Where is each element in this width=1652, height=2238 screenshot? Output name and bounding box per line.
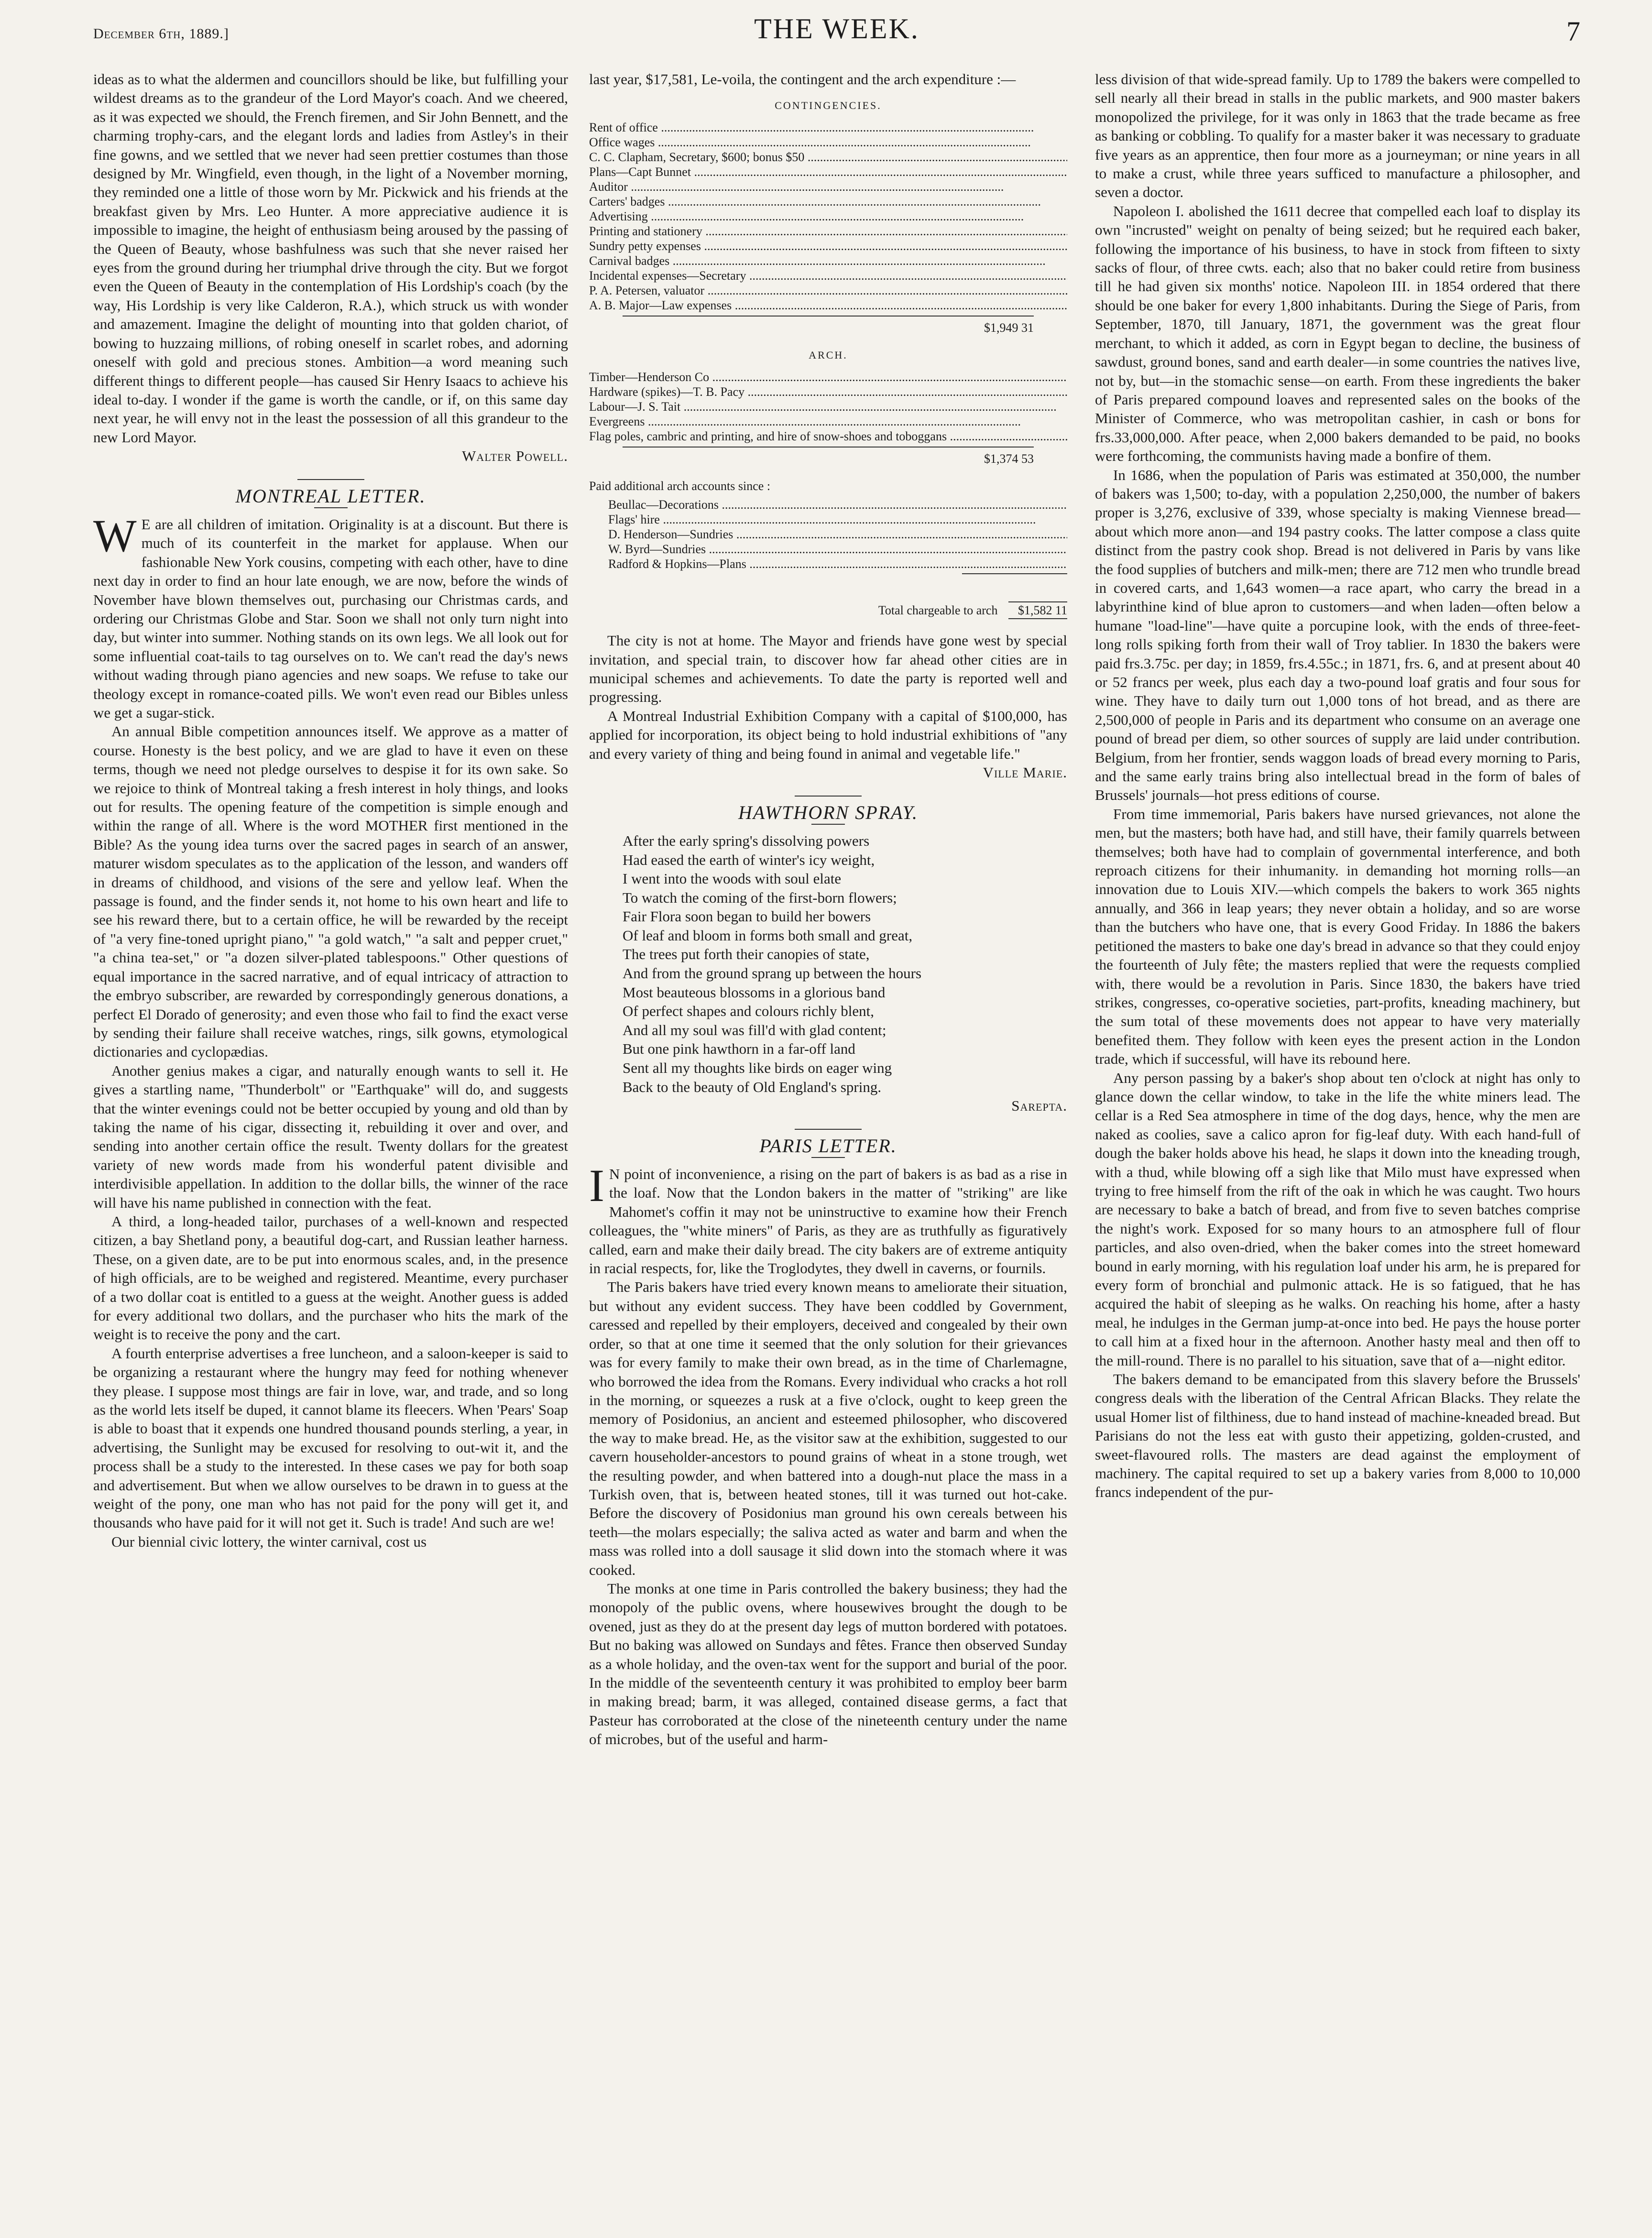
issue-date: December 6th, 1889.]	[93, 26, 229, 42]
account-label: Incidental expenses—Secretary .....	[589, 268, 1067, 283]
account-row	[589, 268, 1067, 283]
account-label: Auditor .....	[589, 179, 1067, 194]
article-paragraph: A fourth enterprise advertises a free luncheon, and a saloon-keeper is said to be organizing a restaurant where the hungry may feed for nothing whenever they please. I suppose most things are fair in love, war, and trade, and so long as the world lets itself be duped, it cannot blame its fleecers. When 'Pears' Soap is able to boast that it expends one hundred thousand pounds sterling, a year, in advertising, the Sunlight may be excused for resolving to out-wit it, and the process shall be a study to the interested. In these cases we pay for both soap and advertisement. But when we allow ourselves to be drawn in to guess at the weight of the pony, one man who has not paid for the pony will get it, and thousands who have paid for it will not get it. Such is trade! And such are we!	[93, 1344, 568, 1531]
account-label: W. Byrd—Sundries .....	[608, 542, 1067, 557]
account-row	[589, 370, 1067, 384]
account-label: Carnival badges .....	[589, 253, 1067, 268]
account-row	[589, 399, 1067, 414]
account-label: Sundry petty expenses .....	[589, 239, 1067, 253]
article-paragraph: A third, a long-headed tailor, purchases of a well-known and respected citizen, a bay Shetland pony, a beautiful dog-cart, and Russian leather harness. These, on a given date, are to be put into enormous scales, and, in the presence of high officials, are to be weighed and registered. Meantime, every purchaser of a two dollar coat is entitled to a guess at the weight. Another guess is added for every additional two dollars, and the purchaser who hits the mark of the weight is to receive the pony and the cart.	[93, 1212, 568, 1343]
account-label: Advertising .....	[589, 209, 1067, 224]
page-header	[93, 12, 1580, 47]
paid-accounts-intro: Paid additional arch accounts since :	[589, 479, 771, 493]
section-title-hawthorn: HAWTHORN SPRAY.	[738, 801, 918, 823]
article-paragraph: Napoleon I. abolished the 1611 decree that compelled each loaf to display its own "incrusted" weight on penalty of being seized; but he required each baker, following the importance of his business, to have in stock from fifteen to sixty sacks of flour, of three cwts. each; also that no baker could retire from business till he had given six months' notice. Napoleon III. in 1854 ordered that there should be one baker for every 1,800 inhabitants. During the Siege of Paris, from September, 1870, till January, 1871, the government was the great flour merchant, to which it added, as corn in Egypt began to decline, the business of sawdust, ground bones, sand and earth dealer—in some countries the natives live, not by, but—in the stomachic sense—on earth. From these ingredients the baker of Paris prepared compound loaves and represented sales on the books of the Minister of Commerce, who was metropolitan cashier, in cash or bons for frs.33,000,000. After peace, when 2,000 bakers demanded to be paid, no books were forthcoming, the communists having made a bonfire of them.	[1095, 202, 1580, 465]
account-label: Hardware (spikes)—T. B. Pacy .....	[589, 384, 1067, 399]
article-paragraph: The bakers demand to be emancipated from this slavery before the Brussels' congress deals with the liberation of the Central African Blacks. They relate the usual Homer list of filthiness, due to hand instead of machine-kneaded bread. But Parisians do not the less eat with gusto their appetizing, golden-crusted, and sweet-flavoured rolls. The masters are dead against the employment of machinery. The capital required to set up a bakery varies from 8,000 to 10,000 francs independent of the pur-	[1095, 1371, 1580, 1501]
poem-line: And all my soul was fill'd with glad content;	[623, 1021, 886, 1038]
account-label: Labour—J. S. Tait .....	[589, 399, 1067, 414]
section-title-paris: PARIS LETTER.	[759, 1135, 897, 1157]
article-paragraph: An annual Bible competition announces itself. We approve as a matter of course. Honesty is the best policy, and we are glad to have it even on these terms, though we need not pledge ourselves to despise it for its own sake. So we rejoice to think of Montreal taking a fresh interest in holy things, and looks out for results. The opening feature of the competition is simple enough and within the range of all. Where is the word MOTHER first mentioned in the Bible? As the young idea turns over the sacred pages in search of an answer, maturer wisdom speculates as to the application of the lesson, and wanders off in dreams of childhood, and visions of the sere and yellow leaf. When the passage is found, and the finder sends it, not home to his own heart and life to see his reward there, but to a certain office, he will be rewarded by the receipt of "a very fine-toned upright piano," "a gold watch," "a salt and pepper cruet," "a china tea-set," or "a dozen silver-plated tablespoons." Other questions of equal importance in the sacred narrative, and of equal intricacy of attraction to the embryo subscriber, are rewarded by correspondingly generous donations, a perfect El Dorado of generosity; and even those who fail to find the exact verse by sending their failure shall receive watches, rings, silk gowns, etymological dictionaries and cyclopædias.	[93, 723, 568, 1060]
account-row	[589, 179, 1067, 194]
article-paragraph: In 1686, when the population of Paris was estimated at 350,000, the number of bakers was 1,500; to-day, with a population 2,250,000, the number of bakers proper is 3,276, exclusive of 339, whose specialty is making Viennese bread—about which more anon—and 194 pastry cooks. The latter compose a class quite distinct from the pastry cook shop. Bread is not delivered in Paris by vans like the food supplies of butchers and milk-men; there are 712 men who trundle bread in covered carts, and 1,643 women—a race apart, who carry the bread in a labyrinthine kind of blue apron to customers—and when laden—often below a humane "load-line"—have quite a porcupine look, with the ends of three-feet-long rolls spiking forth from their wall of Troy tablier. In 1830 the bakers were paid frs.3.75c. per day; in 1859, frs.4.55c.; in 1871, frs. 6, and at present about 40 or 52 francs per week, plus each day a two-pound loaf gratis and four sous for wine. They have to daily turn out 1,000 tons of hot bread, and as there are 2,500,000 of people in Paris and its department who consume on an average one pound of bread per diem, so other sources of supply are laid under contribution. Belgium, from her frontier, sends waggon loads of bread every morning to Paris, and the same early trains bring also intellectual bread in the form of bales of Brussels' journals—hot press editions of course.	[1095, 466, 1580, 804]
author-signature: Ville Marie.	[983, 764, 1067, 781]
article-paragraph: Our biennial civic lottery, the winter carnival, cost us	[111, 1533, 427, 1550]
account-row	[589, 253, 1067, 268]
account-row	[608, 557, 1067, 571]
article-paragraph: Another genius makes a cigar, and naturally enough wants to sell it. He gives a startling name, "Thunderbolt" or "Earthquake" will do, and suggests that the winter evenings could not be better occupied by young and old than by taking the name of his cigar, dissecting it, rebuilding it over and over, and sending into another certain office the result. Twenty dollars for the greatest variety of new words made from his wonderful patent divisible and interdivisible appellation. In addition to the dollar bills, the winner of the race will have his name published in connection with the feat.	[93, 1062, 568, 1211]
account-row	[589, 209, 1067, 224]
article-paragraph: last year, $17,581, Le-voila, the contingent and the arch expenditure :—	[589, 71, 1016, 87]
account-label: Printing and stationery .....	[589, 224, 1067, 239]
divider-rule	[811, 1157, 845, 1158]
arch-total: $1,374 53	[623, 447, 1034, 468]
account-row	[589, 384, 1067, 399]
grand-total-line	[589, 601, 1067, 620]
account-row	[589, 164, 1067, 179]
article-paragraph: less division of that wide-spread family. Up to 1789 the bakers were compelled to sell nearly all their bread in stalls in the public markets, and 900 master bakers monopolized the privilege, for it was only in 1863 that the trade became as free as banking or cobbling. To qualify for a master baker it was necessary to graduate five years as an apprentice, then four more as a journeyman; or nine years in all to make a crust, while three years sufficed to manufacture a philosopher, and seven a doctor.	[1095, 71, 1580, 201]
divider-rule	[811, 824, 845, 825]
poem-line: And from the ground sprang up between the hours	[623, 965, 922, 982]
divider-rule	[795, 796, 862, 797]
grand-total-amount: $1,582 11	[1008, 601, 1067, 619]
column-1	[93, 70, 568, 2207]
poem-line: Back to the beauty of Old England's spring.	[623, 1078, 882, 1095]
author-signature: Walter Powell.	[462, 448, 568, 465]
account-label: Beullac—Decorations .....	[608, 497, 1067, 512]
poem-line: Fair Flora soon began to build her bowers	[623, 908, 871, 925]
account-row	[589, 224, 1067, 239]
poem-line: Of perfect shapes and colours richly blent,	[623, 1003, 874, 1020]
poem	[623, 831, 1067, 1096]
account-row	[608, 512, 1067, 527]
drop-cap: W	[93, 510, 137, 561]
arch-heading: ARCH.	[809, 349, 848, 361]
contingencies-total: $1,949 31	[623, 316, 1034, 337]
section-title-montreal: MONTREAL LETTER.	[235, 485, 426, 507]
article-paragraph: A Montreal Industrial Exhibition Company with a capital of $100,000, has applied for incorporation, its object being to hold industrial exhibitions of "any and every variety of thing and being found in animal and vegetable life."	[589, 707, 1067, 762]
account-row	[589, 283, 1067, 298]
account-label: D. Henderson—Sundries .....	[608, 527, 1067, 542]
poem-signature: Sarepta.	[1011, 1097, 1067, 1114]
divider-rule	[314, 507, 348, 508]
account-row	[608, 542, 1067, 557]
account-label: Rent of office .....	[589, 120, 1067, 135]
poem-line: The trees put forth their canopies of state,	[623, 946, 870, 963]
contingencies-table	[589, 120, 1067, 313]
poem-line: After the early spring's dissolving powers	[623, 832, 870, 849]
masthead-title: THE WEEK.	[754, 13, 919, 44]
account-row	[589, 135, 1067, 150]
account-label: C. C. Clapham, Secretary, $600; bonus $50 .....	[589, 150, 1067, 164]
account-row	[608, 527, 1067, 542]
paid-accounts-table	[608, 497, 1067, 571]
grand-total-label: Total chargeable to arch	[878, 603, 998, 617]
article-paragraph: ideas as to what the aldermen and councillors should be like, but fulfilling your wildest dreams as to the grandeur of the Lord Mayor's coach. And we cheered, as it was expected we should, the French firemen, and Sir John Bennett, and the charming trophy-cars, and the elegant lords and ladies from Astley's in their fine gowns, and we settled that we never had seen prettier costumes than those designed by Mr. Wingfield, even though, in the light of a November morning, they reminded one a little of those worn by Mr. Pickwick and his friends at the breakfast given by Mrs. Leo Hunter. A more appreciative audience it is impossible to imagine, the height of enthusiasm being aroused by the passing of the Queen of Beauty, whose bashfulness was such that she never raised her eyes from the ground during her triumphal drive through the city. But we forgot even the Queen of Beauty in the contemplation of His Lordship's coach (by the way, His Lordship is very like Calderon, R.A.), which struck us with wonder and amazement. Imagine the delight of mounting into that golden chariot, of bowing to huzzaing millions, of robing oneself in scarlet robes, and adorning oneself with gold and precious stones. Ambition—a word meaning such different things to different people—has caused Sir Henry Isaacs to achieve his ideal to-day. I wonder if the game is worth the candle, or if, on this same day next year, he will envy not in the least the possession of all this grandeur to the new Lord Mayor.	[93, 71, 568, 446]
divider-rule	[795, 1129, 862, 1130]
account-row	[589, 120, 1067, 135]
poem-line: But one pink hawthorn in a far-off land	[623, 1040, 855, 1058]
page-number: 7	[1566, 16, 1580, 47]
account-row	[589, 150, 1067, 164]
account-label: A. B. Major—Law expenses .....	[589, 298, 1067, 313]
article-paragraph: The Paris bakers have tried every known means to ameliorate their situation, but without any evident success. They have been coddled by Government, caressed and repelled by their employers, deceived and congealed by their own order, so that at one time it seemed that the only solution for their grievances was for every family to make their own bread, as in the time of Charlemagne, who borrowed the idea from the Romans. Every individual who cracks a hot roll in the morning, or squeezes a rusk at a five o'clock, ought to keep green the memory of Posidonius, an ancient and esteemed philosopher, who discovered the way to make bread. He, as the visitor saw at the exhibition, suggested to our cavern householder-ancestors to pound grains of wheat in a stone trough, wet the resulting powder, and when battered into a dough-nut place the mass in a Turkish oven, that is, between heated stones, till it was turned out hot-cake. Before the discovery of Posidonius man ground his own cereals between his teeth—the molars especially; the saliva acted as water and barm and when the mass was rolled into a doll sausage it slid down into the stomach where it was cooked.	[589, 1278, 1067, 1578]
account-label: Evergreens .....	[589, 414, 1067, 429]
poem-line: Of leaf and bloom in forms both small and great,	[623, 927, 913, 944]
drop-cap: I	[589, 1160, 604, 1212]
contingencies-heading: CONTINGENCIES.	[775, 99, 882, 112]
article-paragraph: From time immemorial, Paris bakers have nursed grievances, not alone the men, but the masters; both have had, and still have, their family quarrels between themselves; both have had to complain of governmental interference, and both reproach citizens for their inhumanity. in demanding hot morning rolls—an innovation due to Louis XIV.—which compels the bakers to work 365 nights annually, and 366 in leap years; they never obtain a holiday, and so are worse than the butchers who have one, that is every Good Friday. In 1886 the bakers petitioned the masters to bake one day's bread in advance so that they could enjoy the fourteenth of July fête; the masters replied that were the requests complied with, there would be a revolution in Paris. Since 1830, the bakers have tried strikes, congresses, co-operative societies, part-profits, kneading machinery, but the sum total of these movements does not appear to have very materially benefited them. They follow with keen eyes the present action in the London trade, which if successful, will have its rebound here.	[1095, 805, 1580, 1068]
account-row	[589, 414, 1067, 429]
account-row	[589, 239, 1067, 253]
account-label: P. A. Petersen, valuator .....	[589, 283, 1067, 298]
column-3	[1095, 70, 1580, 2231]
account-row	[589, 194, 1067, 209]
article-paragraph: The monks at one time in Paris controlled the bakery business; they had the monopoly of the public ovens, where housewives brought the dough to be ovened, just as they do at the present day legs of mutton bordered with potatoes. But no baking was allowed on Sundays and fêtes. France then observed Sunday as a whole holiday, and the oven-tax went for the support and burial of the poor. In the middle of the seventeenth century it was prohibited to employ beer barm in making bread; barm, it was alleged, contained disease germs, a fact that Pasteur has corroborated at the close of the nineteenth century under the name of microbes, but of the useful and harm-	[589, 1580, 1067, 1748]
paragraph-text: N point of inconvenience, a rising on the part of bakers is as bad as a rise in the loaf. Now that the London bakers in the matter of "striking" are like Mahomet's coffin it may not be uninstructive to examine how their French colleagues, the "white miners" of Paris, as they are as truthfully as figuratively called, earn and make their daily bread. The city bakers are of extreme antiquity in racial respects, for, like the Troglodytes, they dwell in caverns, or fournils.	[589, 1166, 1067, 1277]
account-label: Carters' badges .....	[589, 194, 1067, 209]
poem-line: Sent all my thoughts like birds on eager wing	[623, 1059, 892, 1077]
article-paragraph: The city is not at home. The Mayor and friends have gone west by special invitation, and special train, to discover how far ahead other cities are in municipal schemes and achievements. To date the party is reported well and progressing.	[589, 632, 1067, 706]
article-paragraph	[589, 1160, 1067, 1277]
arch-table	[589, 370, 1067, 444]
account-row	[589, 298, 1067, 313]
account-label: Flag poles, cambric and printing, and hire of snow-shoes and toboggans .....	[589, 429, 1067, 444]
account-label: Office wages .....	[589, 135, 1067, 150]
paid-accounts-total	[962, 573, 1067, 595]
poem-line: Most beauteous blossoms in a glorious band	[623, 983, 886, 1001]
divider-rule	[297, 479, 364, 480]
article-paragraph: Any person passing by a baker's shop about ten o'clock at night has only to glance down the cellar window, to take in the life the white miners lead. The cellar is a Red Sea atmosphere in time of the dog days, hence, why the men are naked as coolies, save a calico apron for fig-leaf duty. With each hand-full of dough the baker holds above his head, he slaps it down into the kneading trough, with a thud, while blowing off a sigh like that Milo must have expressed when trying to free himself from the rift of the oak in which he was caught. Two hours are necessary to bake a batch of bread, and from five to seven batches comprise the night's work. Exposed for so many hours to an atmosphere full of flour particles, and also oven-dried, when the baker comes into the street homeward bound in early morning, with his regulation loaf under his arm, he is prepared for every form of bronchial and pulmonic attack. He is so fatigued, that he has acquired the habit of sleeping as he walks. On reaching his home, after a hasty meal, he indulges in the German jump-at-once into bed. He pays the house porter to call him at a fixed hour in the afternoon. Another hasty meal and then off to the mill-round. There is no parallel to his situation, save that of a—night editor.	[1095, 1069, 1580, 1369]
column-2	[589, 70, 1067, 2231]
poem-line: Had eased the earth of winter's icy weight,	[623, 851, 875, 868]
poem-line: To watch the coming of the first-born flowers;	[623, 889, 897, 906]
account-row	[608, 497, 1067, 512]
account-label: Timber—Henderson Co .....	[589, 370, 1067, 384]
article-paragraph	[93, 510, 568, 722]
paragraph-text: E are all children of imitation. Originality is at a discount. But there is much of its counterfeit in the market for applause. When our fashionable New York cousins, competing with each other, have to dine next day in order to find an hour late enough, we are now, before the winds of November have blown themselves out, purchasing our Christmas cards, and ordering our Christmas Globe and Star. Soon we shall not only turn night into day, but winter into summer. Nothing stands on its own legs. We all look out for some influential coat-tails to tag ourselves on to. We can't read the day's news without wading through piano agencies and new soaps. We refuse to take our theology except in romance-coated pills. We won't even read our Bibles unless we get a sugar-stick.	[93, 515, 568, 721]
poem-line: I went into the woods with soul elate	[623, 870, 842, 887]
account-row	[589, 429, 1067, 444]
account-label: Flags' hire .....	[608, 512, 1067, 527]
account-label: Radford & Hopkins—Plans .....	[608, 557, 1067, 571]
account-label: Plans—Capt Bunnet .....	[589, 164, 1067, 179]
